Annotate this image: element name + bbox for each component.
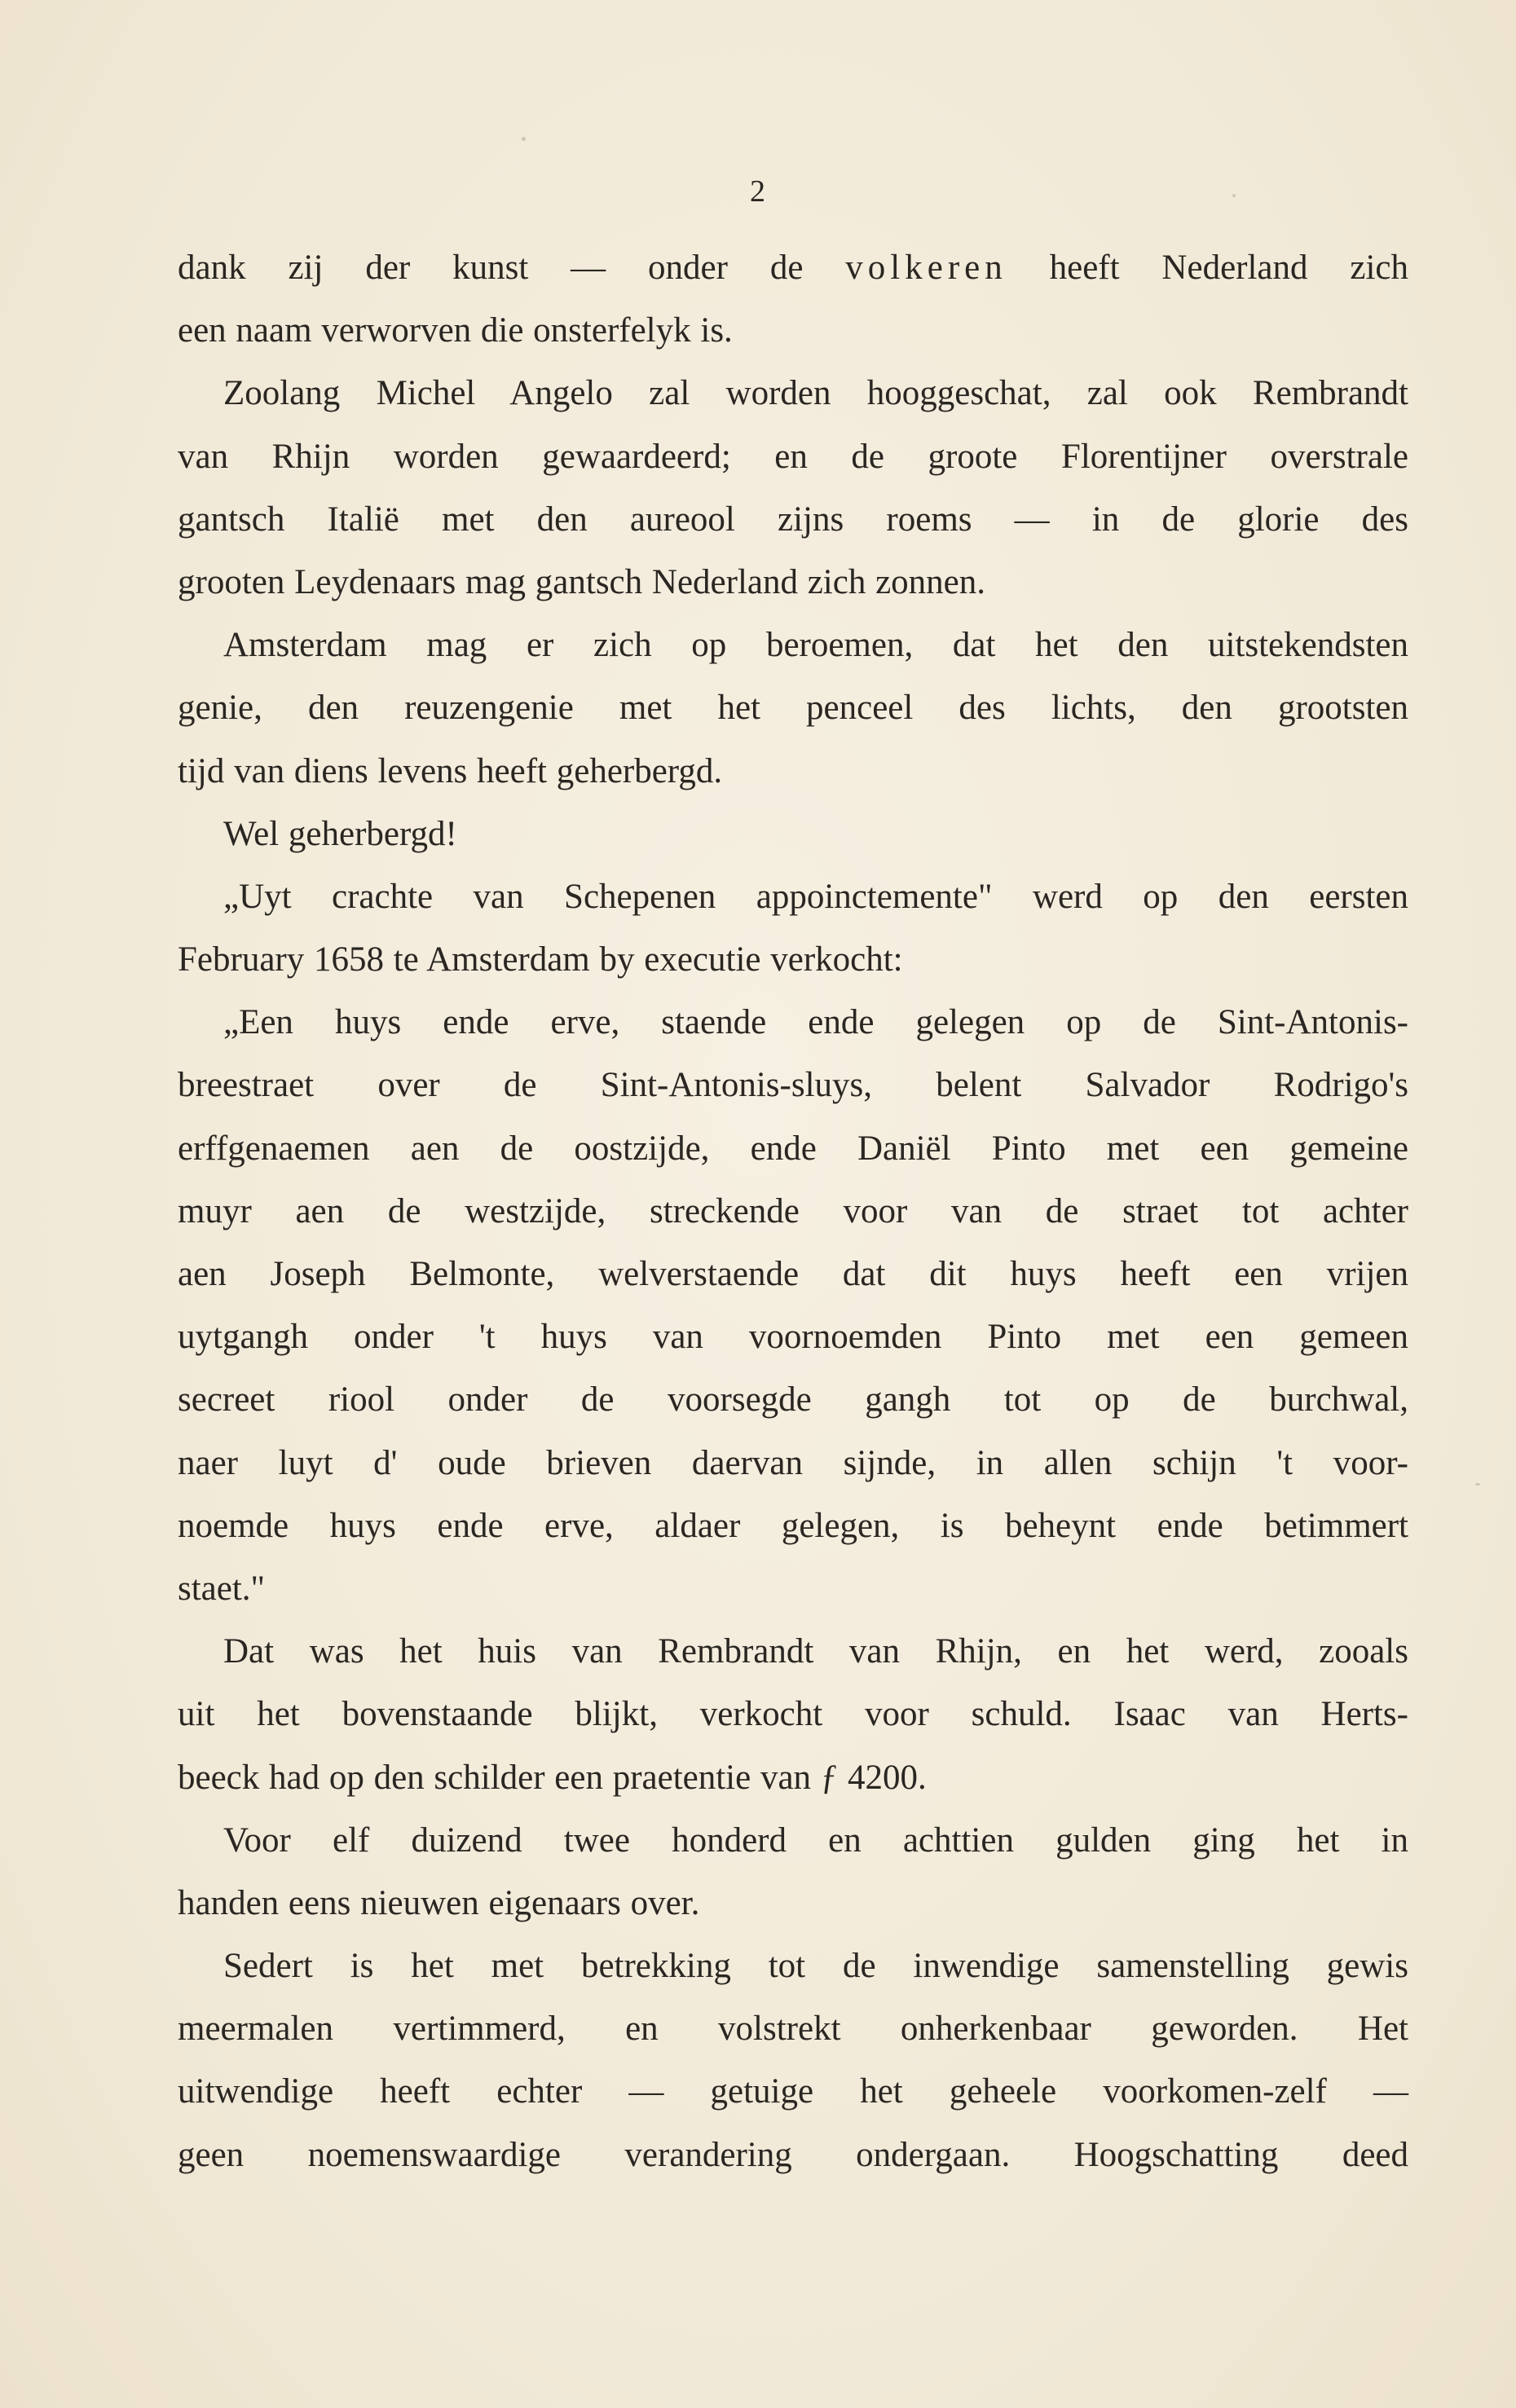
text-line: „Uyt crachte van Schepenen appoinctemente" werd op den eersten: [223, 877, 1408, 916]
text-line: van Rhijn worden gewaardeerd; en de groote Florentijner overstrale: [178, 437, 1408, 476]
text-span: heeft Nederland zich: [1007, 249, 1408, 287]
text-line: „Een huys ende erve, staende ende gelegen op de Sint-Antonis-: [223, 1003, 1408, 1042]
text-line: uytgangh onder 't huys van voornoemden Pinto met een gemeen: [178, 1318, 1408, 1357]
text-line: [178, 236, 1408, 299]
text-line: tijd van diens levens heeft geherbergd.: [178, 751, 723, 790]
text-line: grooten Leydenaars mag gantsch Nederland zich zonnen.: [178, 562, 986, 601]
text-line: Wel geherbergd!: [223, 814, 457, 853]
text-line: een naam verworven die onsterfelyk is.: [178, 311, 733, 350]
text-line: February 1658 te Amsterdam by executie verkocht:: [178, 940, 903, 979]
text-line: handen eens nieuwen eigenaars over.: [178, 1883, 700, 1922]
emphasized-word: volkeren: [845, 249, 1007, 287]
text-line: gantsch Italië met den aureool zijns roems — in de glorie des: [178, 500, 1408, 539]
text-line: Dat was het huis van Rembrandt van Rhijn, en het werd, zooals: [223, 1632, 1408, 1671]
text-line: Amsterdam mag er zich op beroemen, dat het den uitstekendsten: [223, 626, 1408, 665]
text-line: Zoolang Michel Angelo zal worden hooggeschat, zal ook Rembrandt: [223, 374, 1408, 413]
text-line: geen noemenswaardige verandering ondergaan. Hoogschatting deed: [178, 2135, 1408, 2174]
text-line: meermalen vertimmerd, en volstrekt onherkenbaar geworden. Het: [178, 2010, 1408, 2049]
text-line: secreet riool onder de voorsegde gangh tot op de burchwal,: [178, 1380, 1408, 1420]
body-text: [178, 236, 1408, 2186]
page-number: 2: [750, 174, 766, 209]
text-line: uit het bovenstaande blijkt, verkocht voor schuld. Isaac van Herts-: [178, 1695, 1408, 1734]
text-line: muyr aen de westzijde, streckende voor van de straet tot achter: [178, 1191, 1408, 1230]
paper-speck: [1475, 1483, 1480, 1486]
text-line: erffgenaemen aen de oostzijde, ende Daniël Pinto met een gemeine: [178, 1129, 1408, 1168]
text-line: noemde huys ende erve, aldaer gelegen, is beheynt ende betimmert: [178, 1506, 1408, 1545]
text-span: dank zij der kunst — onder de: [178, 249, 846, 287]
text-line: uitwendige heeft echter — getuige het geheele voorkomen-zelf —: [178, 2072, 1408, 2111]
text-line: staet.": [178, 1569, 266, 1608]
text-line: breestraet over de Sint-Antonis-sluys, belent Salvador Rodrigo's: [178, 1066, 1408, 1105]
text-line: beeck had op den schilder een praetentie van ƒ 4200.: [178, 1758, 927, 1797]
text-line: aen Joseph Belmonte, welverstaende dat dit huys heeft een vrijen: [178, 1255, 1408, 1293]
text-line: genie, den reuzengenie met het penceel des lichts, den grootsten: [178, 689, 1408, 728]
paper-speck: [522, 137, 526, 141]
text-line: Sedert is het met betrekking tot de inwendige samenstelling gewis: [223, 1947, 1408, 1986]
text-line: naer luyt d' oude brieven daervan sijnde, in allen schijn 't voor-: [178, 1443, 1408, 1482]
text-line: Voor elf duizend twee honderd en achttien gulden ging het in: [223, 1820, 1408, 1860]
